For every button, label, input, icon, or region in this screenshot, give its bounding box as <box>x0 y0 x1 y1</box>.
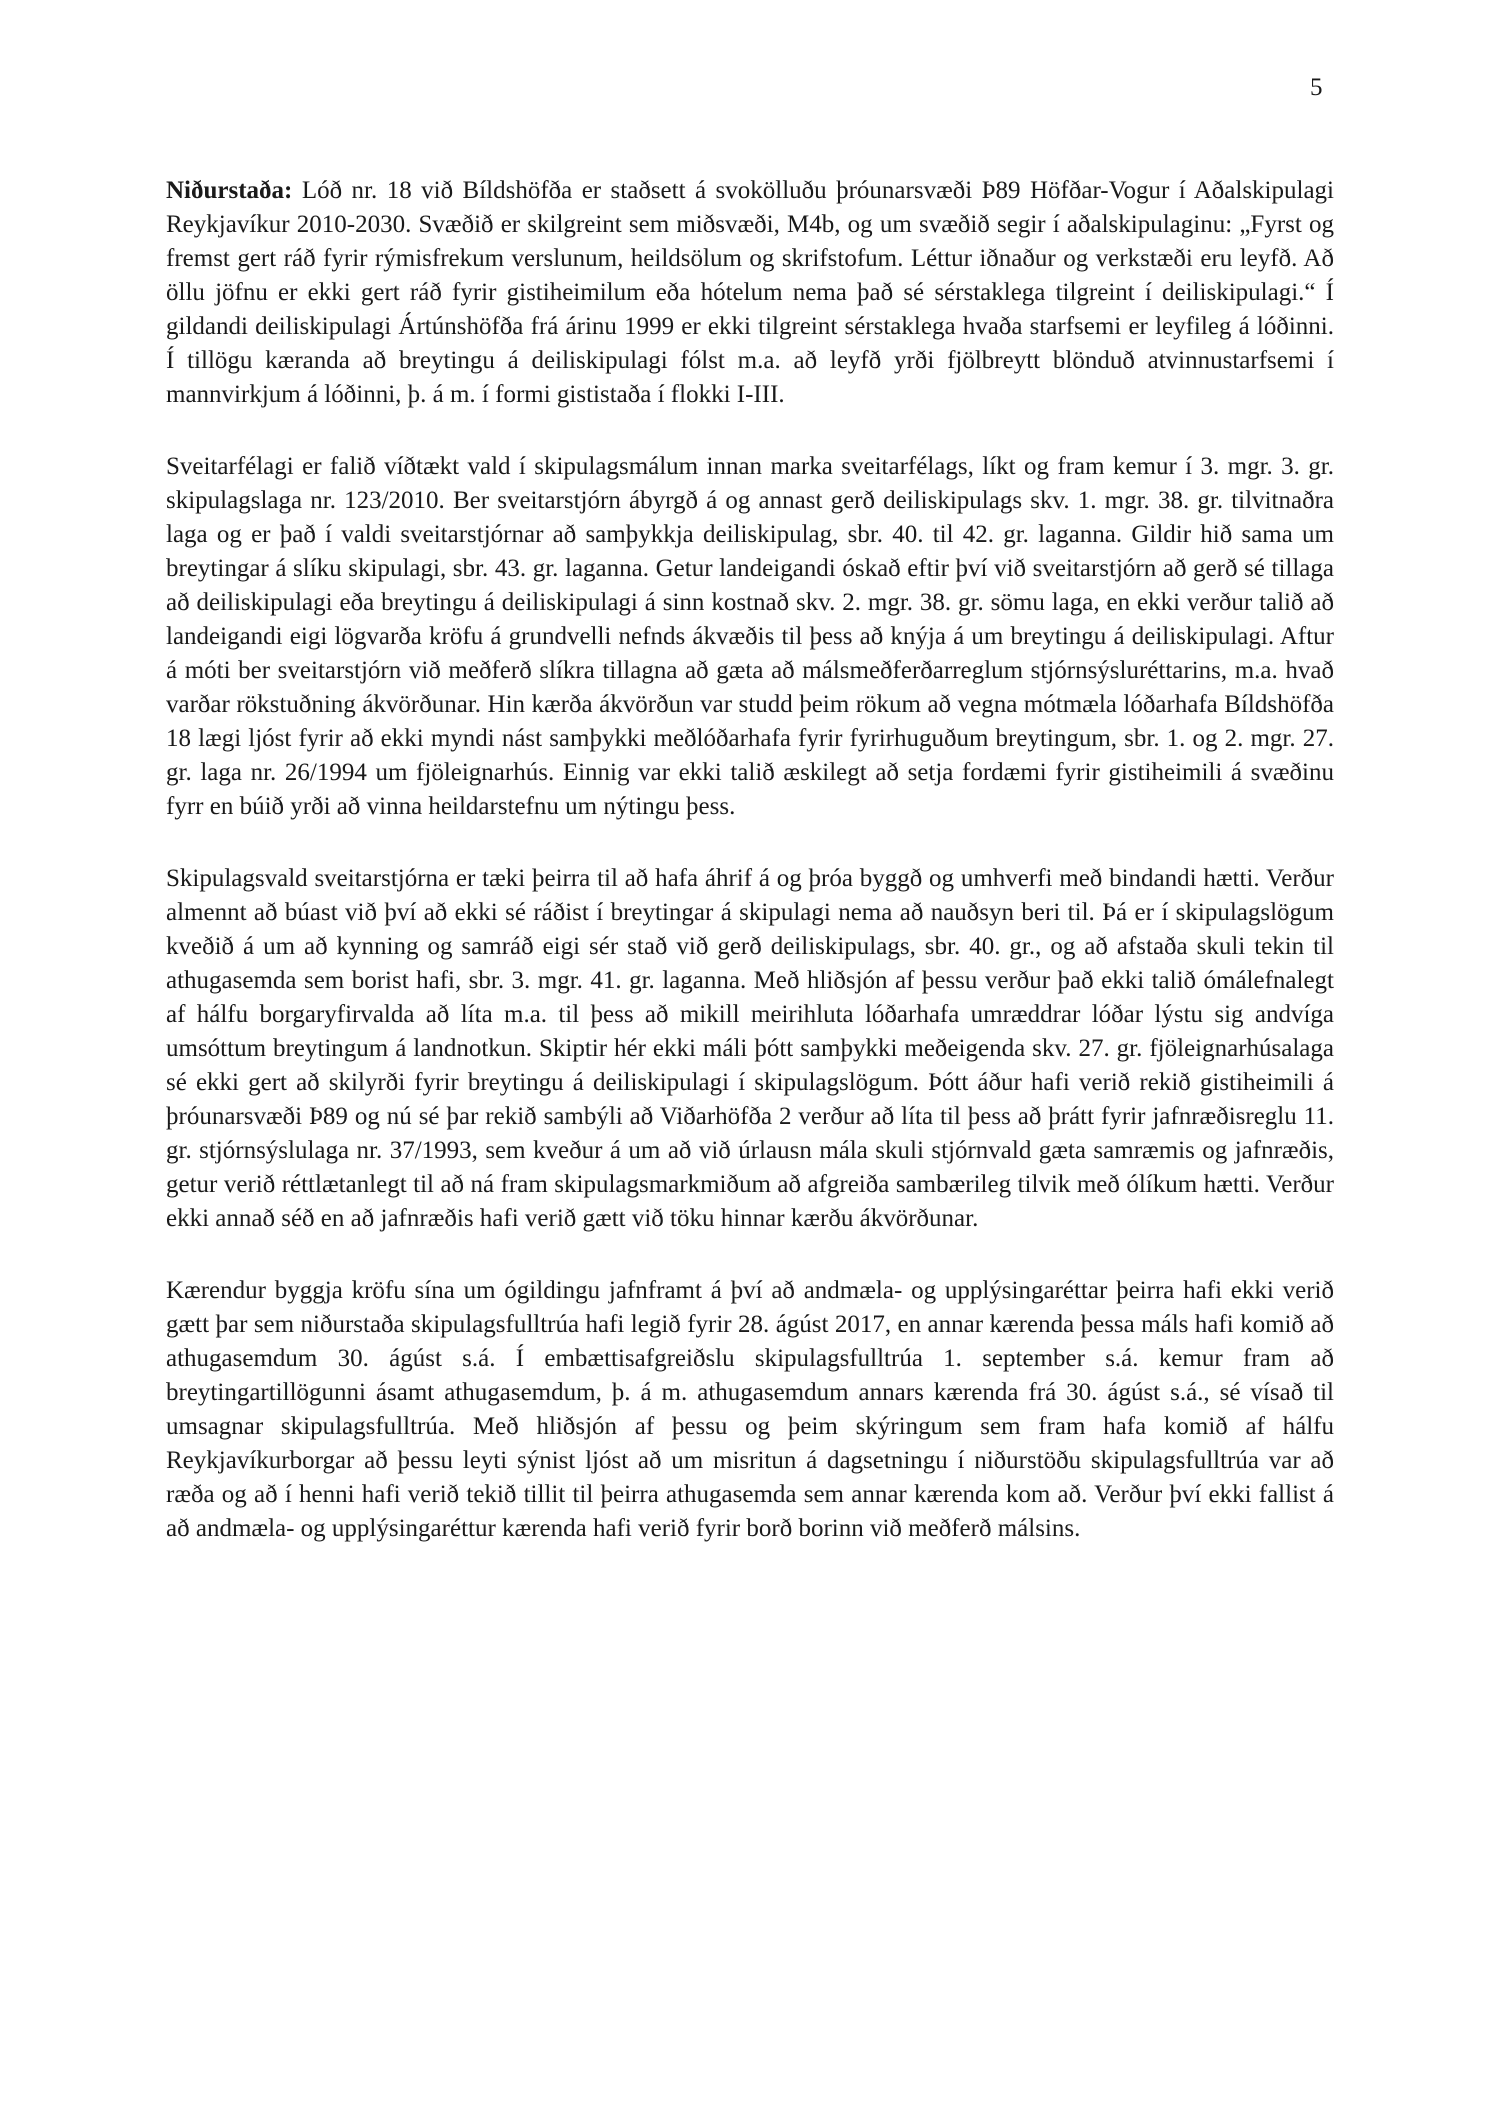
conclusion-heading: Niðurstaða: <box>166 177 293 204</box>
paragraph-planning-power: Skipulagsvald sveitarstjórna er tæki þeirra til að hafa áhrif á og þróa byggð og umhverfi með bindandi hætti. Verður almennt að búast við því að ekki sé ráðist í breytingar á skipulagi nema að nauðsyn beri til. Þá er í skipulagslögum kveðið á um að kynning og samráð eigi sér stað við gerð deiliskipulags, sbr. 40. gr., og að afstaða skuli tekin til athugasemda sem borist hafi, sbr. 3. mgr. 41. gr. laganna. Með hliðsjón af þessu verður það ekki talið ómálefnalegt af hálfu borgaryfirvalda að líta m.a. til þess að mikill meirihluta lóðarhafa umræddrar lóðar lýstu sig andvíga umsóttum breytingum á landnotkun. Skiptir hér ekki máli þótt samþykki meðeigenda skv. 27. gr. fjöleignarhúsalaga sé ekki gert að skilyrði fyrir breytingu á deiliskipulagi í skipulagslögum. Þótt áður hafi verið rekið gistiheimili á þróunarsvæði Þ89 og nú sé þar rekið sambýli að Viðarhöfða 2 verður að líta til þess að þrátt fyrir jafnræðisreglu 11. gr. stjórnsýslulaga nr. 37/1993, sem kveður á um að við úrlausn mála skuli stjórnvald gæta samræmis og jafnræðis, getur verið réttlætanlegt til að ná fram skipulagsmarkmiðum að afgreiða sambærileg tilvik með ólíkum hætti. Verður ekki annað séð en að jafnræðis hafi verið gætt við töku hinnar kærðu ákvörðunar. <box>166 865 1334 1232</box>
page-number: 5 <box>1310 74 1323 101</box>
document-body <box>166 174 1334 1546</box>
paragraph-conclusion <box>166 174 1334 412</box>
paragraph-text: Lóð nr. 18 við Bíldshöfða er staðsett á svokölluðu þróunarsvæði Þ89 Höfðar-Vogur í Aðalskipulagi Reykjavíkur 2010-2030. Svæðið er skilgreint sem miðsvæði, M4b, og um svæðið segir í aðalskipulaginu: „Fyrst og fremst gert ráð fyrir rýmisfrekum verslunum, heildsölum og skrifstofum. Léttur iðnaður og verkstæði eru leyfð. Að öllu jöfnu er ekki gert ráð fyrir gistiheimilum eða hótelum nema það sé sérstaklega tilgreint í deiliskipulagi.“ Í gildandi deiliskipulagi Ártúnshöfða frá árinu 1999 er ekki tilgreint sérstaklega hvaða starfsemi er leyfileg á lóðinni. Í tillögu kæranda að breytingu á deiliskipulagi fólst m.a. að leyfð yrði fjölbreytt blönduð atvinnustarfsemi í mannvirkjum á lóðinni, þ. á m. í formi gististaða í flokki I-III. <box>166 177 1334 408</box>
paragraph-planning-authority: Sveitarfélagi er falið víðtækt vald í skipulagsmálum innan marka sveitarfélags, líkt og fram kemur í 3. mgr. 3. gr. skipulagslaga nr. 123/2010. Ber sveitarstjórn ábyrgð á og annast gerð deiliskipulags skv. 1. mgr. 38. gr. tilvitnaðra laga og er það í valdi sveitarstjórnar að samþykkja deiliskipulag, sbr. 40. til 42. gr. laganna. Gildir hið sama um breytingar á slíku skipulagi, sbr. 43. gr. laganna. Getur landeigandi óskað eftir því við sveitarstjórn að gerð sé tillaga að deiliskipulagi eða breytingu á deiliskipulagi á sinn kostnað skv. 2. mgr. 38. gr. sömu laga, en ekki verður talið að landeigandi eigi lögvarða kröfu á grundvelli nefnds ákvæðis til þess að knýja á um breytingu á deiliskipulagi. Aftur á móti ber sveitarstjórn við meðferð slíkra tillagna að gæta að málsmeðferðarreglum stjórnsýsluréttarins, m.a. hvað varðar rökstuðning ákvörðunar. Hin kærða ákvörðun var studd þeim rökum að vegna mótmæla lóðarhafa Bíldshöfða 18 lægi ljóst fyrir að ekki myndi nást samþykki meðlóðarhafa fyrir fyrirhuguðum breytingum, sbr. 1. og 2. mgr. 27. gr. laga nr. 26/1994 um fjöleignarhús. Einnig var ekki talið æskilegt að setja fordæmi fyrir gistiheimili á svæðinu fyrr en búið yrði að vinna heildarstefnu um nýtingu þess. <box>166 453 1334 820</box>
paragraph-objection-rights: Kærendur byggja kröfu sína um ógildingu jafnframt á því að andmæla- og upplýsingaréttar þeirra hafi ekki verið gætt þar sem niðurstaða skipulagsfulltrúa hafi legið fyrir 28. ágúst 2017, en annar kærenda þessa máls hafi komið að athugasemdum 30. ágúst s.á. Í embættisafgreiðslu skipulagsfulltrúa 1. september s.á. kemur fram að breytingartillögunni ásamt athugasemdum, þ. á m. athugasemdum annars kærenda frá 30. ágúst s.á., sé vísað til umsagnar skipulagsfulltrúa. Með hliðsjón af þessu og þeim skýringum sem fram hafa komið af hálfu Reykjavíkurborgar að þessu leyti sýnist ljóst að um misritun á dagsetningu í niðurstöðu skipulagsfulltrúa var að ræða og að í henni hafi verið tekið tillit til þeirra athugasemda sem annar kærenda kom að. Verður því ekki fallist á að andmæla- og upplýsingaréttur kærenda hafi verið fyrir borð borinn við meðferð málsins. <box>166 1277 1334 1542</box>
